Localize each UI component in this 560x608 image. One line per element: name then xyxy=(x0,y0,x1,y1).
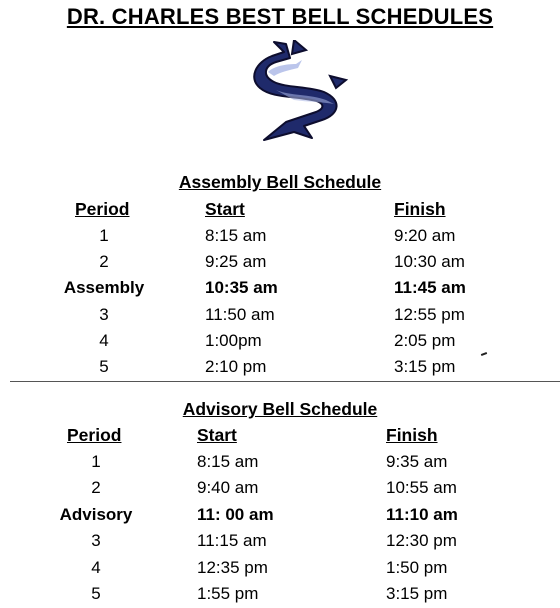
start-cell: 8:15 am xyxy=(197,452,259,471)
finish-cell: 10:30 am xyxy=(394,252,465,271)
period-cell: 4 xyxy=(91,558,101,577)
assembly-schedule-title: Assembly Bell Schedule xyxy=(178,172,382,192)
finish-cell: 9:20 am xyxy=(394,226,456,245)
finish-cell: 11:45 am xyxy=(394,278,466,297)
start-cell: 9:40 am xyxy=(197,478,259,497)
finish-cell: 11:10 am xyxy=(386,505,458,524)
advisory-schedule-title: Advisory Bell Schedule xyxy=(182,399,378,419)
period-cell: 1 xyxy=(91,452,101,471)
start-cell: 2:10 pm xyxy=(205,357,267,376)
document-title: DR. CHARLES BEST BELL SCHEDULES xyxy=(66,4,494,29)
start-cell: 1:00pm xyxy=(205,331,262,350)
start-cell: 8:15 am xyxy=(205,226,267,245)
assembly-header-start: Start xyxy=(205,199,245,219)
stray-mark xyxy=(481,352,487,356)
finish-cell: 9:35 am xyxy=(386,452,448,471)
advisory-header-finish: Finish xyxy=(386,425,438,445)
advisory-header-start: Start xyxy=(197,425,237,445)
start-cell: 1:55 pm xyxy=(197,584,259,603)
period-cell: 3 xyxy=(99,305,109,324)
finish-cell: 1:50 pm xyxy=(386,558,448,577)
start-cell: 12:35 pm xyxy=(197,558,268,577)
period-cell: 1 xyxy=(99,226,109,245)
assembly-header-period: Period xyxy=(75,199,130,219)
period-cell: Advisory xyxy=(59,505,133,524)
start-cell: 11:50 am xyxy=(205,305,275,324)
advisory-header-period: Period xyxy=(67,425,122,445)
finish-cell: 10:55 am xyxy=(386,478,457,497)
period-cell: Assembly xyxy=(63,278,145,297)
section-divider xyxy=(10,381,560,382)
finish-cell: 12:30 pm xyxy=(386,531,457,550)
period-cell: 5 xyxy=(91,584,101,603)
finish-cell: 3:15 pm xyxy=(386,584,448,603)
finish-cell: 12:55 pm xyxy=(394,305,465,324)
period-cell: 4 xyxy=(99,331,109,350)
period-cell: 5 xyxy=(99,357,109,376)
start-cell: 10:35 am xyxy=(205,278,278,297)
assembly-header-finish: Finish xyxy=(394,199,446,219)
start-cell: 9:25 am xyxy=(205,252,267,271)
start-cell: 11:15 am xyxy=(197,531,267,550)
lightning-s-logo-icon xyxy=(246,40,358,144)
period-cell: 2 xyxy=(91,478,101,497)
finish-cell: 2:05 pm xyxy=(394,331,456,350)
finish-cell: 3:15 pm xyxy=(394,357,456,376)
period-cell: 3 xyxy=(91,531,101,550)
period-cell: 2 xyxy=(99,252,109,271)
start-cell: 11: 00 am xyxy=(197,505,274,524)
